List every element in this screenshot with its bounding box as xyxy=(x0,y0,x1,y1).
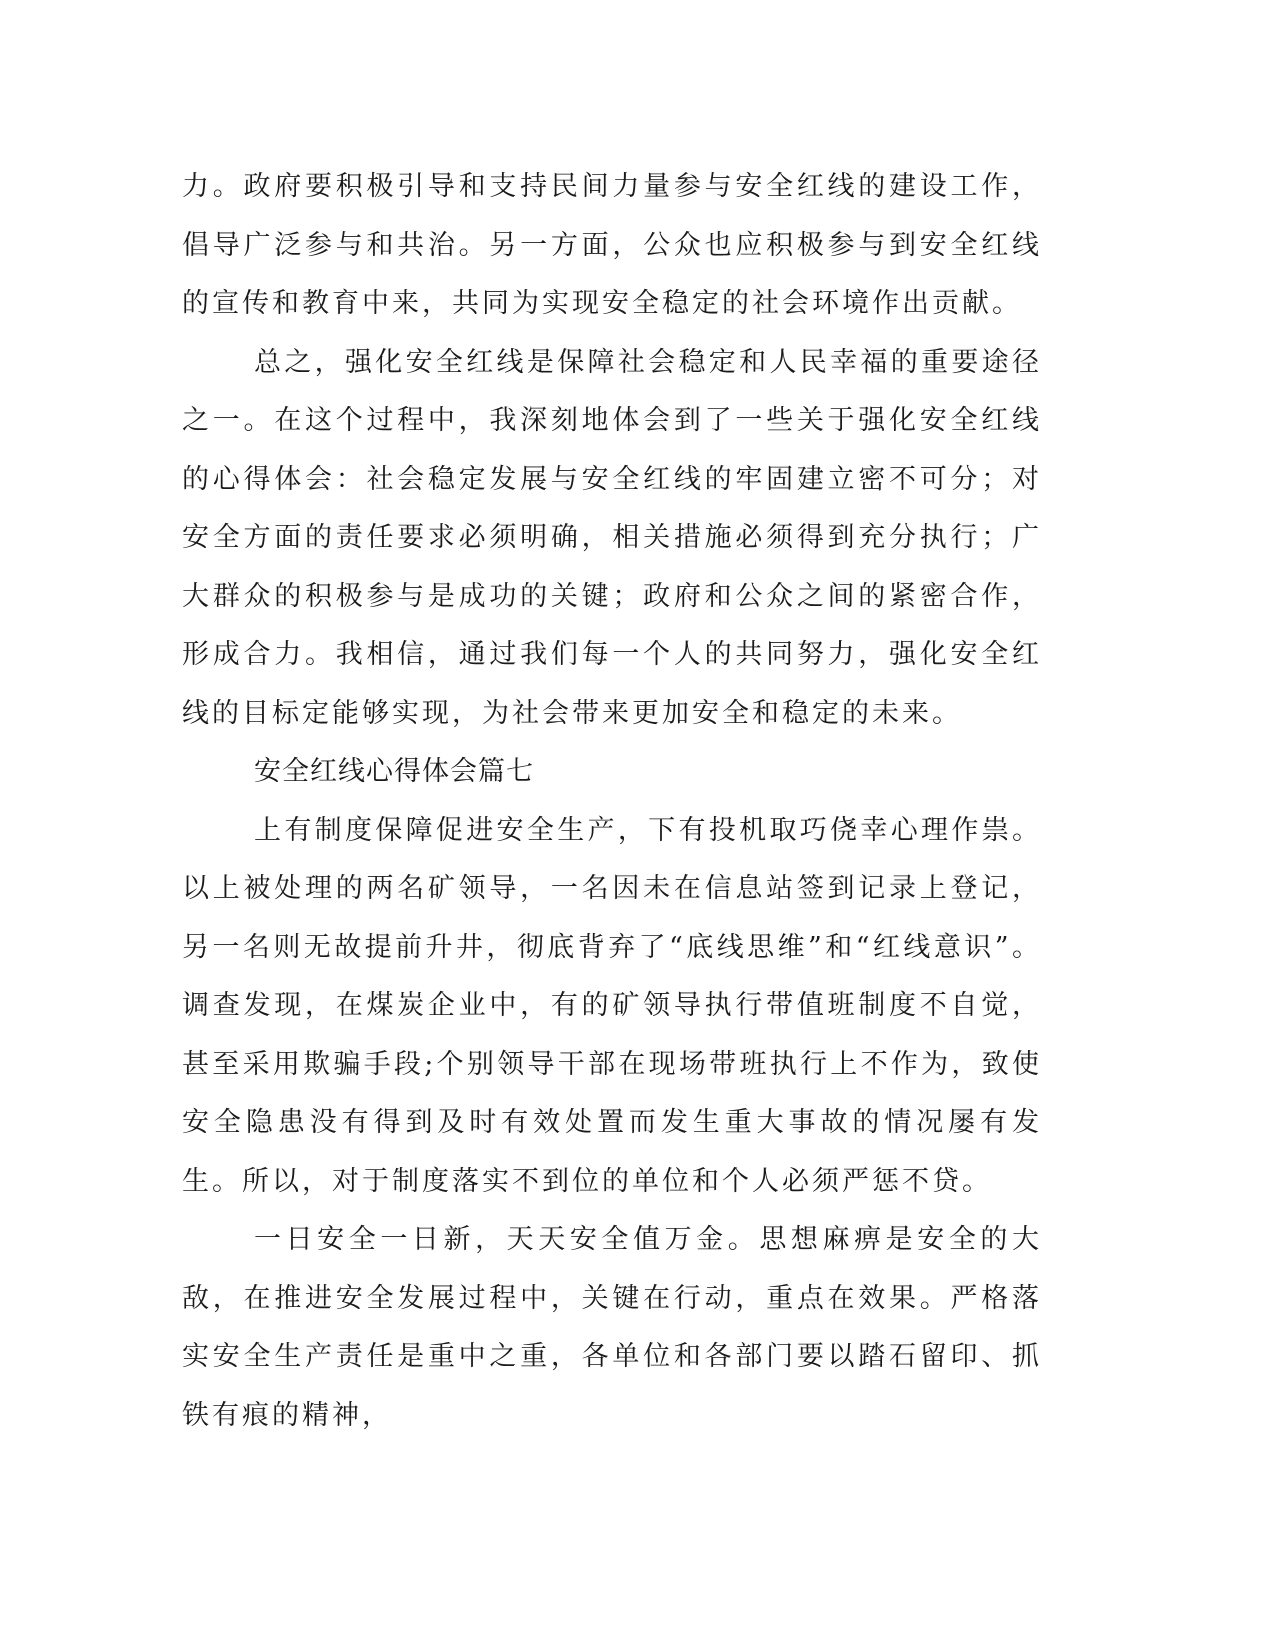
paragraph-system-guarantee: 上有制度保障促进安全生产，下有投机取巧侥幸心理作祟。以上被处理的两名矿领导，一名因未在信息站签到记录上登记，另一名则无故提前升井，彻底背弃了“底线思维”和“红线意识”。调查发现，在煤炭企业中，有的矿领导执行带值班制度不自觉，甚至采用欺骗手段;个别领导干部在现场带班执行上不作为，致使安全隐患没有得到及时有效处置而发生重大事故的情况屡有发生。所以，对于制度落实不到位的单位和个人必须严惩不贷。 xyxy=(182,814,1042,1197)
paragraph-continued: 力。政府要积极引导和支持民间力量参与安全红线的建设工作，倡导广泛参与和共治。另一方面，公众也应积极参与到安全红线的宣传和教育中来，共同为实现安全稳定的社会环境作出贡献。 xyxy=(182,171,1042,319)
section-heading: 安全红线心得体会篇七 xyxy=(254,756,534,787)
document-body xyxy=(182,158,1042,1445)
paragraph-daily-safety: 一日安全一日新，天天安全值万金。思想麻痹是安全的大敌，在推进安全发展过程中，关键在行动，重点在效果。严格落实安全生产责任是重中之重，各单位和各部门要以踏石留印、抓铁有痕的精神， xyxy=(182,1224,1042,1431)
paragraph-summary: 总之，强化安全红线是保障社会稳定和人民幸福的重要途径之一。在这个过程中，我深刻地体会到了一些关于强化安全红线的心得体会：社会稳定发展与安全红线的牢固建立密不可分；对安全方面的责任要求必须明确，相关措施必须得到充分执行；广大群众的积极参与是成功的关键；政府和公众之间的紧密合作，形成合力。我相信，通过我们每一个人的共同努力，强化安全红线的目标定能够实现，为社会带来更加安全和稳定的未来。 xyxy=(182,346,1042,729)
